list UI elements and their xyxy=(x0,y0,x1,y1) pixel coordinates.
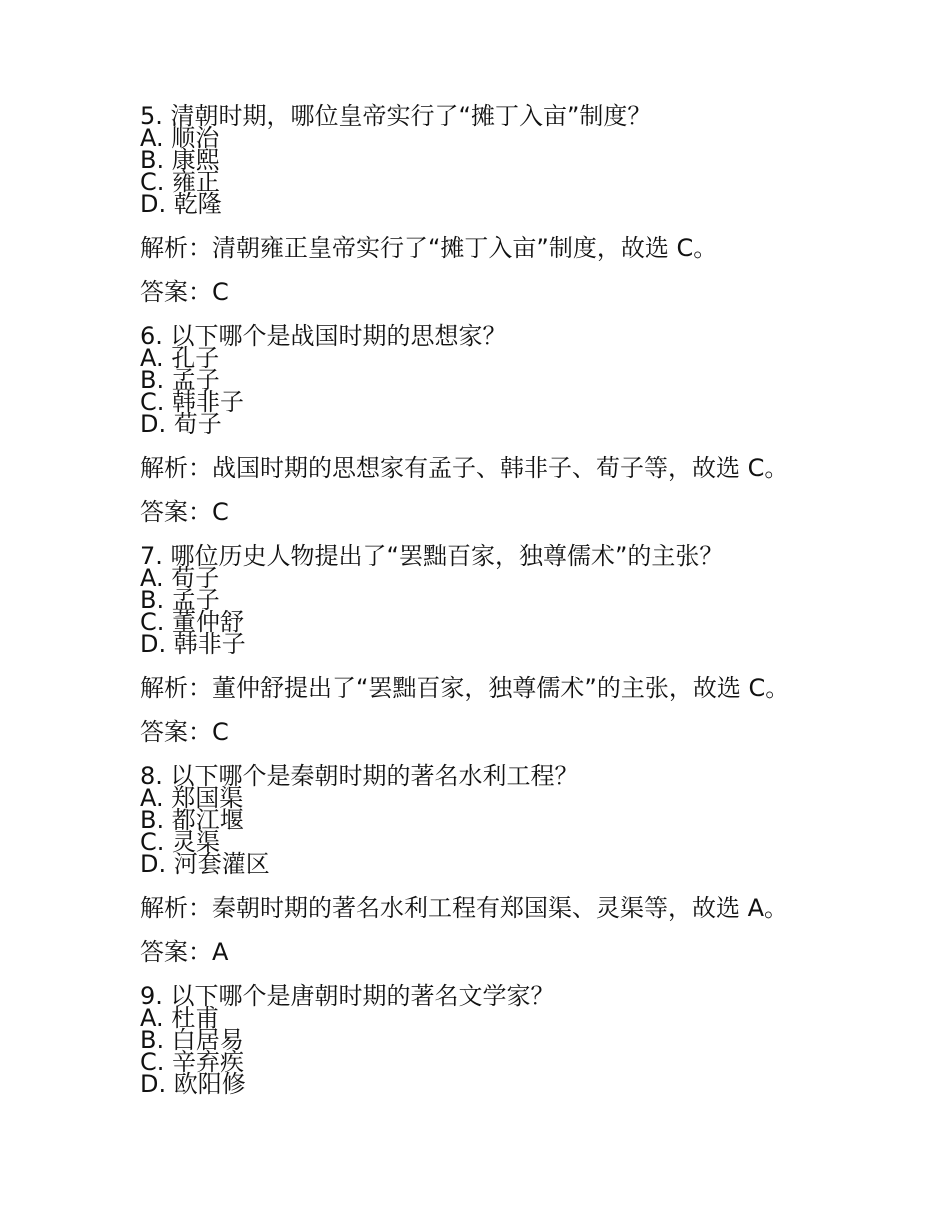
question-stem: 9. 以下哪个是唐朝时期的著名文学家？ xyxy=(140,982,555,1010)
option-c: C. 韩非子 xyxy=(140,388,245,416)
analysis-text: 解析：秦朝时期的著名水利工程有郑国渠、灵渠等，故选 A。 xyxy=(140,894,789,922)
analysis-text: 解析：战国时期的思想家有孟子、韩非子、荀子等，故选 C。 xyxy=(140,454,789,482)
option-d: D. 河套灌区 xyxy=(140,850,270,878)
option-b: B. 白居易 xyxy=(140,1026,244,1054)
answer-text: 答案：A xyxy=(140,938,229,966)
analysis-text: 解析：清朝雍正皇帝实行了“摊丁入亩”制度，故选 C。 xyxy=(140,234,718,262)
answer-text: 答案：C xyxy=(140,498,229,526)
options-list xyxy=(140,124,810,218)
option-d: D. 乾隆 xyxy=(140,190,222,218)
question-stem: 5. 清朝时期，哪位皇帝实行了“摊丁入亩”制度？ xyxy=(140,102,652,130)
option-b: B. 孟子 xyxy=(140,586,220,614)
analysis-text: 解析：董仲舒提出了“罢黜百家，独尊儒术”的主张，故选 C。 xyxy=(140,674,790,702)
options-list xyxy=(140,564,810,658)
document-page xyxy=(140,102,810,1098)
option-b: B. 都江堰 xyxy=(140,806,244,834)
question-6 xyxy=(140,322,810,526)
option-a: A. 郑国渠 xyxy=(140,784,244,812)
option-c: C. 辛弃疾 xyxy=(140,1048,245,1076)
options-list xyxy=(140,1004,810,1098)
option-b: B. 孟子 xyxy=(140,366,220,394)
option-d: D. 欧阳修 xyxy=(140,1070,246,1098)
option-a: A. 顺治 xyxy=(140,124,220,152)
option-c: C. 灵渠 xyxy=(140,828,221,856)
question-8 xyxy=(140,762,810,966)
question-stem: 7. 哪位历史人物提出了“罢黜百家，独尊儒术”的主张？ xyxy=(140,542,724,570)
option-c: C. 董仲舒 xyxy=(140,608,245,636)
option-a: A. 杜甫 xyxy=(140,1004,220,1032)
option-d: D. 荀子 xyxy=(140,410,222,438)
question-5 xyxy=(140,102,810,306)
question-stem: 6. 以下哪个是战国时期的思想家？ xyxy=(140,322,507,350)
question-9 xyxy=(140,982,810,1098)
question-7 xyxy=(140,542,810,746)
options-list xyxy=(140,344,810,438)
answer-text: 答案：C xyxy=(140,278,229,306)
options-list xyxy=(140,784,810,878)
answer-text: 答案：C xyxy=(140,718,229,746)
option-b: B. 康熙 xyxy=(140,146,220,174)
option-a: A. 荀子 xyxy=(140,564,220,592)
question-stem: 8. 以下哪个是秦朝时期的著名水利工程？ xyxy=(140,762,579,790)
option-c: C. 雍正 xyxy=(140,168,221,196)
option-a: A. 孔子 xyxy=(140,344,220,372)
option-d: D. 韩非子 xyxy=(140,630,246,658)
